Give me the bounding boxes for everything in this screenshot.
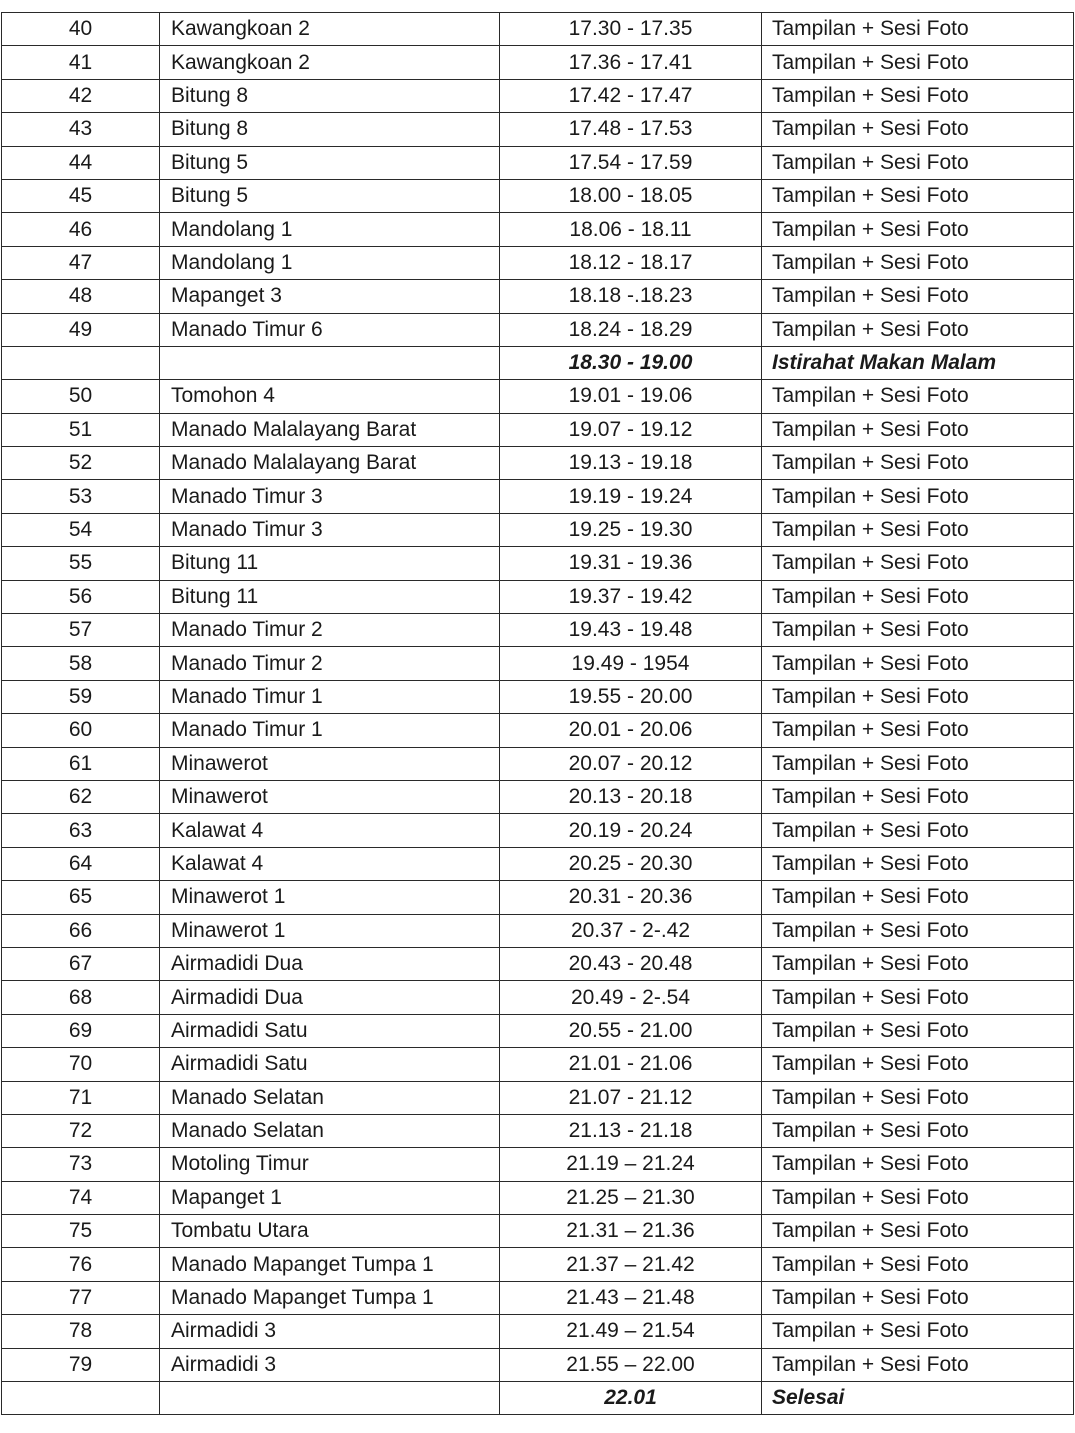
row-number: 56	[2, 580, 160, 613]
time-slot: 18.18 -.18.23	[500, 280, 762, 313]
group-name: Bitung 5	[160, 179, 500, 212]
time-slot: 19.43 - 19.48	[500, 614, 762, 647]
table-row	[2, 79, 1074, 112]
row-number: 60	[2, 714, 160, 747]
activity: Tampilan + Sesi Foto	[762, 680, 1074, 713]
table-row	[2, 113, 1074, 146]
activity: Tampilan + Sesi Foto	[762, 614, 1074, 647]
activity: Tampilan + Sesi Foto	[762, 1248, 1074, 1281]
row-number: 69	[2, 1014, 160, 1047]
activity: Tampilan + Sesi Foto	[762, 1014, 1074, 1047]
table-row	[2, 313, 1074, 346]
group-name: Manado Timur 2	[160, 647, 500, 680]
table-row	[2, 1048, 1074, 1081]
row-number	[2, 1382, 160, 1415]
table-row	[2, 1281, 1074, 1314]
time-slot: 18.30 - 19.00	[500, 346, 762, 379]
row-number: 68	[2, 981, 160, 1014]
time-slot: 21.49 – 21.54	[500, 1315, 762, 1348]
activity: Tampilan + Sesi Foto	[762, 647, 1074, 680]
time-slot: 20.55 - 21.00	[500, 1014, 762, 1047]
group-name: Minawerot	[160, 747, 500, 780]
table-row	[2, 1215, 1074, 1248]
row-number: 43	[2, 113, 160, 146]
group-name: Manado Malalayang Barat	[160, 447, 500, 480]
activity: Tampilan + Sesi Foto	[762, 480, 1074, 513]
table-row-break	[2, 346, 1074, 379]
table-row	[2, 1315, 1074, 1348]
group-name: Manado Timur 3	[160, 513, 500, 546]
activity: Tampilan + Sesi Foto	[762, 547, 1074, 580]
table-row	[2, 413, 1074, 446]
row-number: 74	[2, 1181, 160, 1214]
row-number: 73	[2, 1148, 160, 1181]
table-row	[2, 246, 1074, 279]
row-number: 62	[2, 780, 160, 813]
activity: Tampilan + Sesi Foto	[762, 280, 1074, 313]
row-number: 58	[2, 647, 160, 680]
table-row	[2, 580, 1074, 613]
group-name: Bitung 11	[160, 547, 500, 580]
group-name: Tomohon 4	[160, 380, 500, 413]
group-name: Airmadidi Satu	[160, 1014, 500, 1047]
group-name: Motoling Timur	[160, 1148, 500, 1181]
time-slot: 20.49 - 2-.54	[500, 981, 762, 1014]
table-row	[2, 213, 1074, 246]
activity: Tampilan + Sesi Foto	[762, 914, 1074, 947]
group-name: Manado Timur 6	[160, 313, 500, 346]
group-name: Minawerot 1	[160, 914, 500, 947]
table-row	[2, 747, 1074, 780]
activity: Tampilan + Sesi Foto	[762, 313, 1074, 346]
row-number: 77	[2, 1281, 160, 1314]
group-name: Airmadidi Dua	[160, 981, 500, 1014]
table-row	[2, 947, 1074, 980]
time-slot: 19.31 - 19.36	[500, 547, 762, 580]
time-slot: 21.55 – 22.00	[500, 1348, 762, 1381]
group-name: Manado Mapanget Tumpa 1	[160, 1248, 500, 1281]
time-slot: 19.49 - 1954	[500, 647, 762, 680]
group-name: Bitung 8	[160, 79, 500, 112]
row-number: 54	[2, 513, 160, 546]
table-row	[2, 881, 1074, 914]
group-name: Mapanget 1	[160, 1181, 500, 1214]
table-row	[2, 1014, 1074, 1047]
activity: Istirahat Makan Malam	[762, 346, 1074, 379]
table-row	[2, 547, 1074, 580]
row-number: 59	[2, 680, 160, 713]
table-row	[2, 513, 1074, 546]
activity: Tampilan + Sesi Foto	[762, 947, 1074, 980]
activity: Tampilan + Sesi Foto	[762, 246, 1074, 279]
activity: Tampilan + Sesi Foto	[762, 213, 1074, 246]
schedule-body	[2, 13, 1074, 1415]
activity: Tampilan + Sesi Foto	[762, 413, 1074, 446]
activity: Tampilan + Sesi Foto	[762, 1114, 1074, 1147]
row-number: 50	[2, 380, 160, 413]
row-number: 64	[2, 847, 160, 880]
activity: Tampilan + Sesi Foto	[762, 146, 1074, 179]
activity: Tampilan + Sesi Foto	[762, 1315, 1074, 1348]
row-number: 67	[2, 947, 160, 980]
group-name: Manado Timur 2	[160, 614, 500, 647]
activity: Tampilan + Sesi Foto	[762, 814, 1074, 847]
activity: Tampilan + Sesi Foto	[762, 447, 1074, 480]
group-name	[160, 346, 500, 379]
table-row	[2, 1181, 1074, 1214]
table-row	[2, 1348, 1074, 1381]
time-slot: 21.43 – 21.48	[500, 1281, 762, 1314]
time-slot: 19.19 - 19.24	[500, 480, 762, 513]
group-name: Airmadidi 3	[160, 1348, 500, 1381]
activity: Tampilan + Sesi Foto	[762, 1281, 1074, 1314]
table-row	[2, 146, 1074, 179]
group-name: Manado Selatan	[160, 1114, 500, 1147]
time-slot: 20.37 - 2-.42	[500, 914, 762, 947]
group-name: Kawangkoan 2	[160, 46, 500, 79]
activity: Tampilan + Sesi Foto	[762, 1081, 1074, 1114]
activity: Tampilan + Sesi Foto	[762, 179, 1074, 212]
time-slot: 19.01 - 19.06	[500, 380, 762, 413]
row-number: 40	[2, 13, 160, 46]
group-name: Manado Timur 1	[160, 680, 500, 713]
time-slot: 22.01	[500, 1382, 762, 1415]
row-number: 66	[2, 914, 160, 947]
time-slot: 17.54 - 17.59	[500, 146, 762, 179]
activity: Tampilan + Sesi Foto	[762, 1348, 1074, 1381]
table-row	[2, 914, 1074, 947]
table-row	[2, 981, 1074, 1014]
row-number: 79	[2, 1348, 160, 1381]
row-number: 70	[2, 1048, 160, 1081]
activity: Tampilan + Sesi Foto	[762, 747, 1074, 780]
group-name: Manado Selatan	[160, 1081, 500, 1114]
row-number: 41	[2, 46, 160, 79]
table-row	[2, 1081, 1074, 1114]
table-row	[2, 780, 1074, 813]
table-row	[2, 647, 1074, 680]
activity: Tampilan + Sesi Foto	[762, 13, 1074, 46]
row-number	[2, 346, 160, 379]
activity: Tampilan + Sesi Foto	[762, 46, 1074, 79]
group-name: Bitung 8	[160, 113, 500, 146]
activity: Tampilan + Sesi Foto	[762, 79, 1074, 112]
time-slot: 17.30 - 17.35	[500, 13, 762, 46]
table-row	[2, 380, 1074, 413]
activity: Tampilan + Sesi Foto	[762, 981, 1074, 1014]
time-slot: 17.48 - 17.53	[500, 113, 762, 146]
row-number: 47	[2, 246, 160, 279]
time-slot: 21.19 – 21.24	[500, 1148, 762, 1181]
row-number: 75	[2, 1215, 160, 1248]
group-name: Minawerot 1	[160, 881, 500, 914]
table-row	[2, 447, 1074, 480]
row-number: 42	[2, 79, 160, 112]
row-number: 63	[2, 814, 160, 847]
time-slot: 19.37 - 19.42	[500, 580, 762, 613]
row-number: 49	[2, 313, 160, 346]
time-slot: 20.31 - 20.36	[500, 881, 762, 914]
time-slot: 18.06 - 18.11	[500, 213, 762, 246]
group-name: Bitung 11	[160, 580, 500, 613]
table-row-break	[2, 1382, 1074, 1415]
time-slot: 19.55 - 20.00	[500, 680, 762, 713]
group-name: Bitung 5	[160, 146, 500, 179]
row-number: 45	[2, 179, 160, 212]
table-row	[2, 1114, 1074, 1147]
activity: Tampilan + Sesi Foto	[762, 580, 1074, 613]
time-slot: 21.37 – 21.42	[500, 1248, 762, 1281]
time-slot: 20.13 - 20.18	[500, 780, 762, 813]
row-number: 76	[2, 1248, 160, 1281]
schedule-table	[1, 12, 1074, 1415]
group-name: Airmadidi Satu	[160, 1048, 500, 1081]
group-name: Mandolang 1	[160, 246, 500, 279]
table-row	[2, 680, 1074, 713]
activity: Selesai	[762, 1382, 1074, 1415]
table-row	[2, 280, 1074, 313]
activity: Tampilan + Sesi Foto	[762, 1215, 1074, 1248]
row-number: 46	[2, 213, 160, 246]
time-slot: 19.25 - 19.30	[500, 513, 762, 546]
time-slot: 17.36 - 17.41	[500, 46, 762, 79]
activity: Tampilan + Sesi Foto	[762, 780, 1074, 813]
time-slot: 17.42 - 17.47	[500, 79, 762, 112]
time-slot: 20.07 - 20.12	[500, 747, 762, 780]
group-name: Manado Malalayang Barat	[160, 413, 500, 446]
row-number: 72	[2, 1114, 160, 1147]
time-slot: 18.00 - 18.05	[500, 179, 762, 212]
row-number: 48	[2, 280, 160, 313]
group-name: Minawerot	[160, 780, 500, 813]
activity: Tampilan + Sesi Foto	[762, 714, 1074, 747]
group-name	[160, 1382, 500, 1415]
row-number: 65	[2, 881, 160, 914]
time-slot: 21.13 - 21.18	[500, 1114, 762, 1147]
table-row	[2, 1248, 1074, 1281]
group-name: Manado Timur 1	[160, 714, 500, 747]
row-number: 57	[2, 614, 160, 647]
group-name: Mapanget 3	[160, 280, 500, 313]
time-slot: 20.19 - 20.24	[500, 814, 762, 847]
time-slot: 21.25 – 21.30	[500, 1181, 762, 1214]
activity: Tampilan + Sesi Foto	[762, 513, 1074, 546]
group-name: Kalawat 4	[160, 814, 500, 847]
time-slot: 20.43 - 20.48	[500, 947, 762, 980]
activity: Tampilan + Sesi Foto	[762, 1048, 1074, 1081]
time-slot: 20.01 - 20.06	[500, 714, 762, 747]
group-name: Airmadidi 3	[160, 1315, 500, 1348]
time-slot: 21.01 - 21.06	[500, 1048, 762, 1081]
activity: Tampilan + Sesi Foto	[762, 1148, 1074, 1181]
table-row	[2, 1148, 1074, 1181]
group-name: Manado Timur 3	[160, 480, 500, 513]
time-slot: 21.07 - 21.12	[500, 1081, 762, 1114]
activity: Tampilan + Sesi Foto	[762, 380, 1074, 413]
time-slot: 20.25 - 20.30	[500, 847, 762, 880]
group-name: Kalawat 4	[160, 847, 500, 880]
activity: Tampilan + Sesi Foto	[762, 113, 1074, 146]
row-number: 71	[2, 1081, 160, 1114]
time-slot: 18.12 - 18.17	[500, 246, 762, 279]
group-name: Mandolang 1	[160, 213, 500, 246]
time-slot: 19.07 - 19.12	[500, 413, 762, 446]
row-number: 53	[2, 480, 160, 513]
table-row	[2, 814, 1074, 847]
row-number: 44	[2, 146, 160, 179]
time-slot: 18.24 - 18.29	[500, 313, 762, 346]
table-row	[2, 480, 1074, 513]
table-row	[2, 614, 1074, 647]
activity: Tampilan + Sesi Foto	[762, 1181, 1074, 1214]
group-name: Kawangkoan 2	[160, 13, 500, 46]
row-number: 51	[2, 413, 160, 446]
table-row	[2, 179, 1074, 212]
activity: Tampilan + Sesi Foto	[762, 881, 1074, 914]
time-slot: 21.31 – 21.36	[500, 1215, 762, 1248]
table-row	[2, 847, 1074, 880]
group-name: Manado Mapanget Tumpa 1	[160, 1281, 500, 1314]
group-name: Tombatu Utara	[160, 1215, 500, 1248]
table-row	[2, 46, 1074, 79]
row-number: 78	[2, 1315, 160, 1348]
group-name: Airmadidi Dua	[160, 947, 500, 980]
row-number: 55	[2, 547, 160, 580]
activity: Tampilan + Sesi Foto	[762, 847, 1074, 880]
time-slot: 19.13 - 19.18	[500, 447, 762, 480]
table-row	[2, 714, 1074, 747]
row-number: 52	[2, 447, 160, 480]
table-row	[2, 13, 1074, 46]
row-number: 61	[2, 747, 160, 780]
